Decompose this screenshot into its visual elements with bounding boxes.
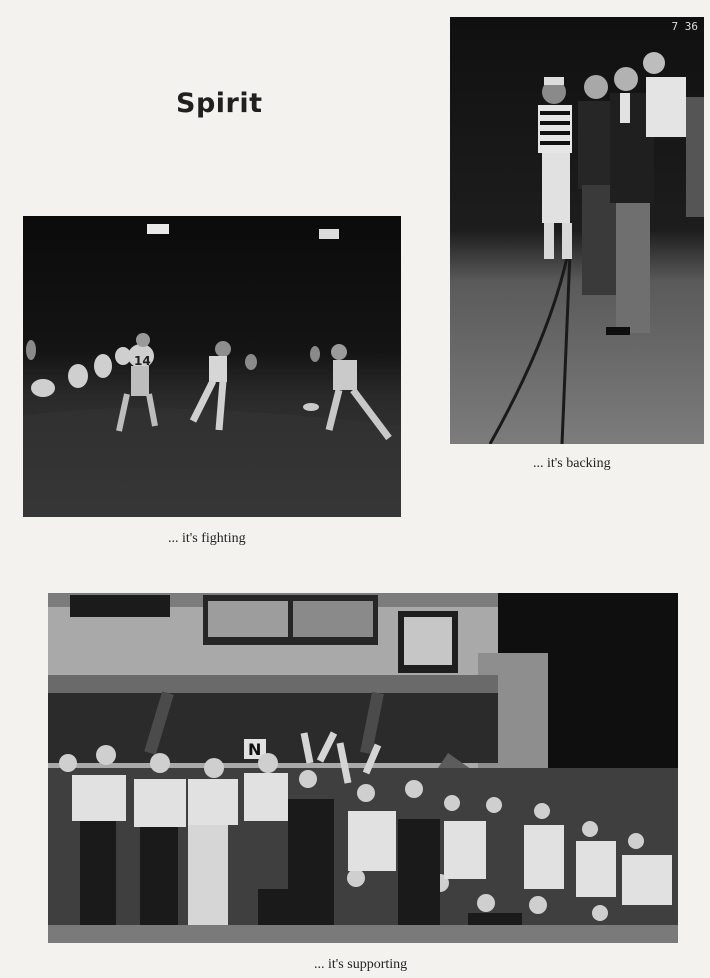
sideline-coaches-photo bbox=[450, 17, 704, 444]
caption-supporting: ... it's supporting bbox=[314, 957, 408, 972]
jersey-number: 14 bbox=[134, 354, 151, 368]
stadium-sign: N bbox=[248, 740, 262, 759]
cheering-crowd-photo bbox=[48, 593, 678, 943]
page-title: Spirit bbox=[176, 88, 263, 119]
stadium-light bbox=[147, 224, 169, 234]
caption-backing: ... it's backing bbox=[533, 456, 611, 471]
stadium-light bbox=[319, 229, 339, 239]
film-stamp: 7 36 bbox=[671, 20, 698, 33]
caption-fighting: ... it's fighting bbox=[168, 531, 246, 546]
football-game-photo bbox=[23, 216, 401, 517]
